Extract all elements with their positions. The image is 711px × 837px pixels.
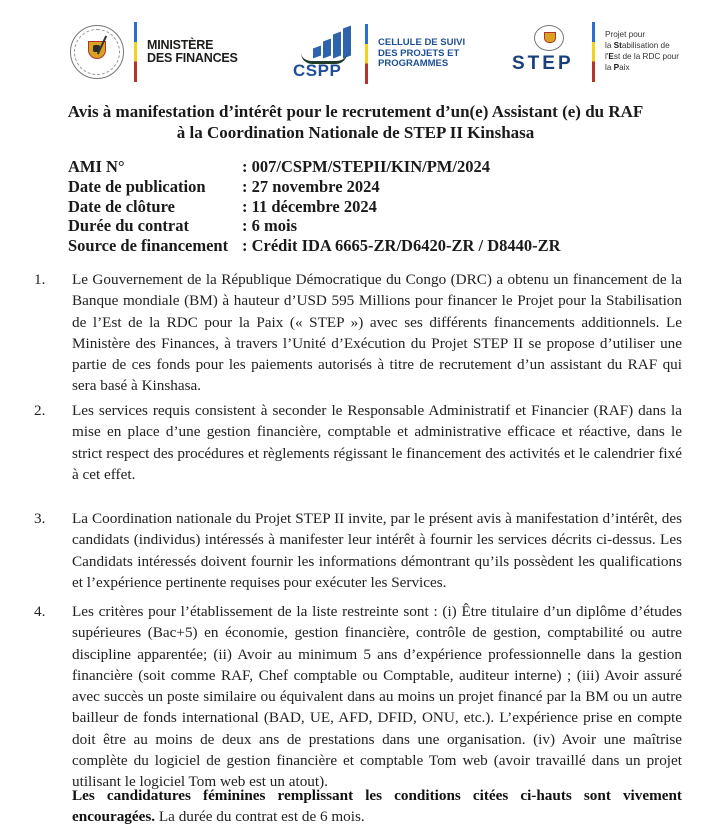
closing-emphasis: Les candidatures féminines remplissant les conditions citées ci-hauts sont vivement encouragées. xyxy=(72,787,682,826)
document-title: Avis à manifestation d’intérêt pour le recrutement d’un(e) Assistant (e) du RAF à la Coordination Nationale de STEP II Kinshasa xyxy=(67,102,644,142)
paragraph-text: La Coordination nationale du Projet STEP II invite, par le présent avis à manifestation d’intérêt, des candidats (individus) intéressés à manifester leur intérêt à fournir les services décrits ci-dessus. Les Candidats intéressés doivent fournir les informations démontrant qu’ils possèdent les qualifications et l’expérience pertinente requises pour exécuter les Services. xyxy=(72,510,682,591)
ministry-name: MINISTÈRE DES FINANCES xyxy=(147,38,238,65)
detail-row-ami-number: AMI N° : 007/CSPM/STEPII/KIN/PM/2024 xyxy=(68,157,490,176)
step-project-name: Projet pour la Stabilisation de l'Est de la RDC pour la Paix xyxy=(605,30,679,72)
paragraph-text: Le Gouvernement de la République Démocratique du Congo (DRC) a obtenu un financement de la Banque mondiale (BM) à hauteur d’USD 595 Millions pour financer le Projet pour la Stabilisation de l’Est de la RDC pour la Paix (« STEP ») avec ses différents financements additionnels. Le Ministère des Finances, à travers l’Unité d’Exécution du Projet STEP II se propose d’utiliser une partie de ces fonds pour les paiements autorisés à titre de recrutement d’un assistant du RAF qui sera basé à Kinshasa. xyxy=(72,271,682,395)
paragraph-4 xyxy=(34,601,682,793)
ministry-of-finance-logo xyxy=(70,22,238,82)
closing-text: La durée du contrat est de 6 mois. xyxy=(155,808,365,826)
paragraph-number: 2. xyxy=(34,402,46,419)
paragraph-1 xyxy=(34,269,682,397)
cspp-name: CELLULE DE SUIVI DES PROJETS ET PROGRAMMES xyxy=(378,37,466,70)
paragraph-number: 3. xyxy=(34,510,46,527)
detail-row-publication-date: Date de publication : 27 novembre 2024 xyxy=(68,176,380,196)
notice-details xyxy=(68,157,561,256)
paragraph-2 xyxy=(34,400,682,485)
detail-row-contract-duration: Durée du contrat : 6 mois xyxy=(68,216,297,236)
detail-row-closing-date: Date de clôture : 11 décembre 2024 xyxy=(68,196,377,216)
cspp-bar-chart-icon xyxy=(293,25,355,83)
paragraph-text: Les critères pour l’établissement de la liste restreinte sont : (i) Être titulaire d’un diplôme d’études supérieures (Bac+5) en économie, gestion financière, contrôle de gestion, comptabilité ou autre discipline apparentée; (ii) Avoir au minimum 5 ans d’expérience professionnelle dans la gestion financière (soit comme RAF, Chef comptable ou Comptable, auditeur interne) ; (iii) Avoir assuré avec succès un poste similaire ou équivalent dans au moins un projet financé par la BM ou un autre bailleur de fonds international (BAD, UE, AFD, DFID, ONU, etc.). L’expérience prise en compte doit être au moins de deux ans de prestations dans une organisation. (iv) Avoir une maîtrise complète du logiciel de gestion financière et comptable Tom web (avoir travaillé dans un projet utilisant le logiciel Tom web est un atout). xyxy=(72,603,682,791)
paragraph-number: 1. xyxy=(34,271,46,288)
flag-color-divider xyxy=(134,22,137,82)
paragraph-text: Les services requis consistent à seconder le Responsable Administratif et Financier (RAF) dans la mise en place d’une gestion financière, comptable et administrative efficace et réactive, dans le strict respect des procédures et règlements régissant le financement des activités et le calendrier fixé à cet effet. xyxy=(72,402,682,483)
step-logo xyxy=(512,22,679,82)
drc-government-seal-icon xyxy=(70,25,124,79)
step-seal-icon xyxy=(534,25,564,51)
flag-color-divider xyxy=(592,22,595,82)
letterhead xyxy=(0,0,711,92)
paragraph-3 xyxy=(34,508,682,593)
paragraph-number: 4. xyxy=(34,603,46,620)
detail-row-funding-source: Source de financement : Crédit IDA 6665-ZR/D6420-ZR / D8440-ZR xyxy=(68,236,561,256)
cspp-acronym: CSPP xyxy=(293,61,342,80)
step-acronym: STEP xyxy=(512,53,574,74)
closing-note xyxy=(72,785,682,828)
flag-color-divider xyxy=(365,24,368,84)
cspp-logo xyxy=(293,24,465,84)
